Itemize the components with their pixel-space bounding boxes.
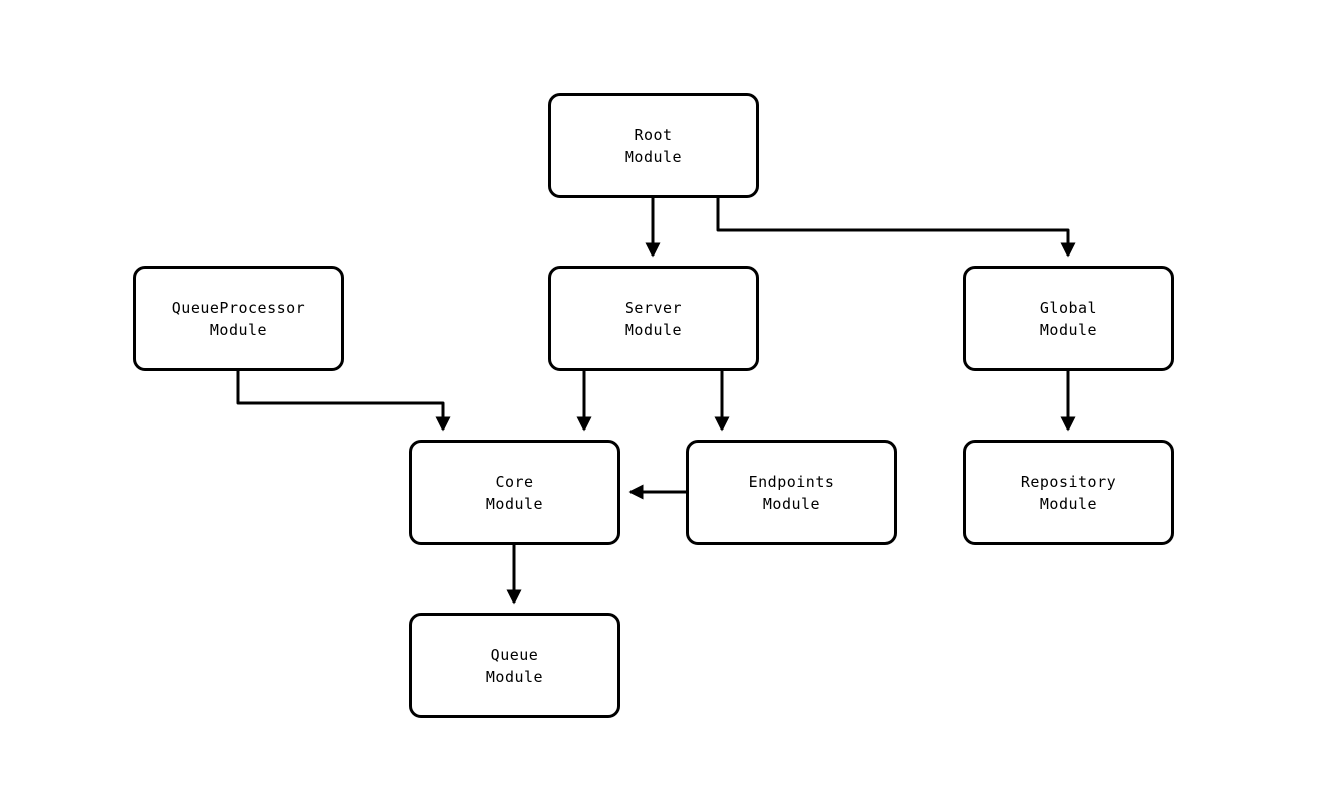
node-label-line2: Module — [1039, 320, 1098, 339]
node-label-line2: Module — [762, 494, 821, 513]
node-label-line1: Server — [624, 298, 683, 317]
node-label-line1: Root — [634, 125, 673, 144]
node-label-line2: Module — [1039, 494, 1098, 513]
node-root-module[interactable] — [548, 93, 759, 198]
node-label-line1: Queue — [490, 645, 539, 664]
node-label-line1: Global — [1039, 298, 1098, 317]
node-label-line1: Repository — [1020, 472, 1117, 491]
node-label-line2: Module — [485, 667, 544, 686]
node-label-line1: Core — [495, 472, 534, 491]
edge-root-global — [718, 198, 1068, 256]
node-label-line2: Module — [209, 320, 268, 339]
node-label-line2: Module — [485, 494, 544, 513]
node-queue-module[interactable] — [409, 613, 620, 718]
node-label-line1: Endpoints — [748, 472, 835, 491]
edge-queueprocessor-core — [238, 371, 443, 430]
node-server-module[interactable] — [548, 266, 759, 371]
node-queueprocessor-module[interactable] — [133, 266, 344, 371]
node-label-line2: Module — [624, 320, 683, 339]
node-repository-module[interactable] — [963, 440, 1174, 545]
node-endpoints-module[interactable] — [686, 440, 897, 545]
node-label-line2: Module — [624, 147, 683, 166]
node-global-module[interactable] — [963, 266, 1174, 371]
node-label-line1: QueueProcessor — [171, 298, 306, 317]
node-core-module[interactable] — [409, 440, 620, 545]
